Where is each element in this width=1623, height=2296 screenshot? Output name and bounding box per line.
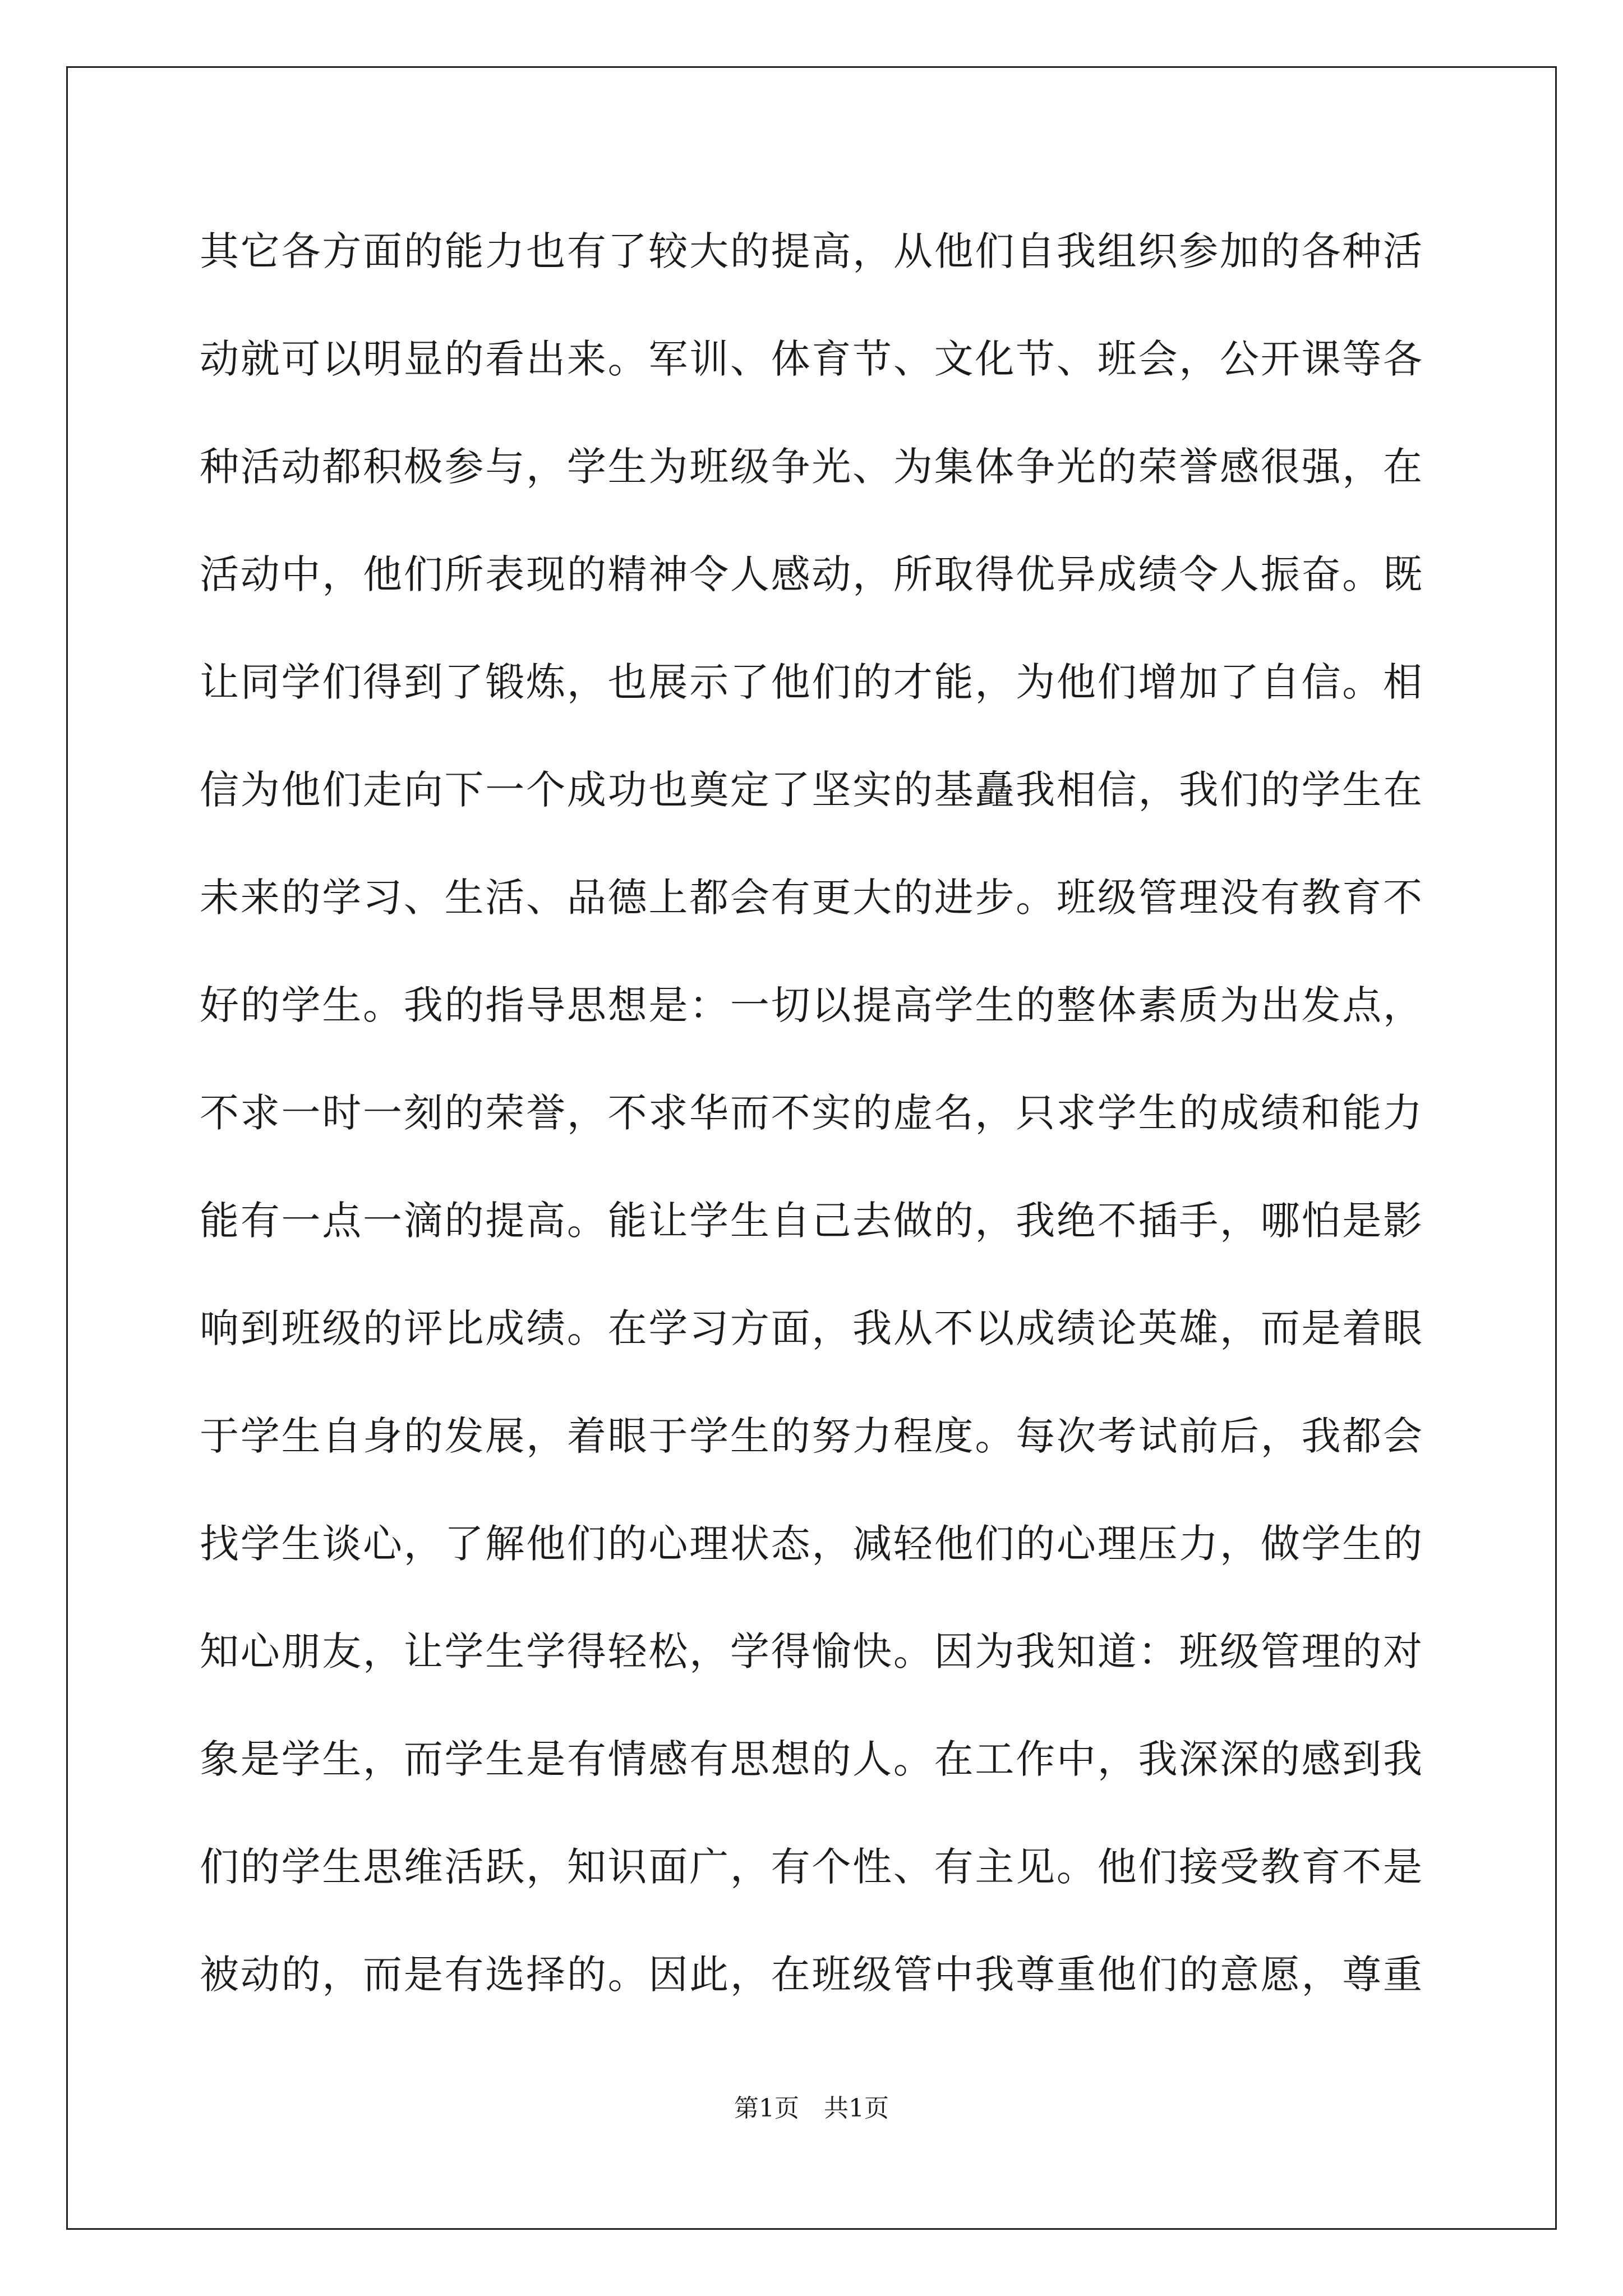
text-line: 好的学生。我的指导思想是：一切以提高学生的整体素质为出发点， — [200, 982, 1422, 1028]
text-line: 动就可以明显的看出来。军训、体育节、文化节、班会，公开课等各 — [200, 336, 1422, 382]
text-line: 们的学生思维活跃，知识面广，有个性、有主见。他们接受教育不是 — [200, 1844, 1422, 1890]
text-line: 未来的学习、生活、品德上都会有更大的进步。班级管理没有教育不 — [200, 875, 1422, 921]
text-line: 其它各方面的能力也有了较大的提高，从他们自我组织参加的各种活 — [200, 228, 1422, 274]
text-line: 能有一点一滴的提高。能让学生自己去做的，我绝不插手，哪怕是影 — [200, 1198, 1422, 1244]
text-line: 找学生谈心，了解他们的心理状态，减轻他们的心理压力，做学生的 — [200, 1521, 1422, 1567]
text-line: 信为他们走向下一个成功也奠定了坚实的基矗我相信，我们的学生在 — [200, 767, 1422, 813]
page-number-footer: 第1页 共1页 — [734, 2094, 889, 2123]
text-line: 于学生自身的发展，着眼于学生的努力程度。每次考试前后，我都会 — [200, 1413, 1422, 1459]
text-line: 让同学们得到了锻炼，也展示了他们的才能，为他们增加了自信。相 — [200, 659, 1422, 705]
text-line: 被动的，而是有选择的。因此，在班级管中我尊重他们的意愿，尊重 — [200, 1952, 1422, 1998]
text-line: 活动中，他们所表现的精神令人感动，所取得优异成绩令人振奋。既 — [200, 551, 1422, 597]
body-paragraph — [200, 197, 1422, 2028]
text-line: 象是学生，而学生是有情感有思想的人。在工作中，我深深的感到我 — [200, 1736, 1422, 1782]
text-line: 种活动都积极参与，学生为班级争光、为集体争光的荣誉感很强，在 — [200, 444, 1422, 490]
text-line: 知心朋友，让学生学得轻松，学得愉快。因为我知道：班级管理的对 — [200, 1628, 1422, 1674]
text-line: 不求一时一刻的荣誉，不求华而不实的虚名，只求学生的成绩和能力 — [200, 1090, 1422, 1136]
text-line: 响到班级的评比成绩。在学习方面，我从不以成绩论英雄，而是着眼 — [200, 1305, 1422, 1351]
